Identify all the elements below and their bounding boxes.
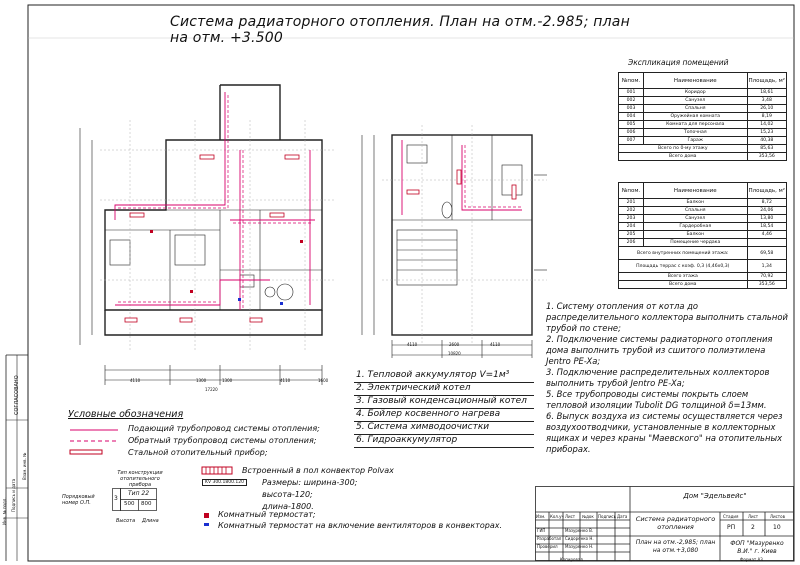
dim-plan1-e: 1600 <box>318 378 329 383</box>
stamp-col-date: Дата <box>617 514 628 519</box>
stamp-sheet-title: План на отм.-2,985; план на отм.+3,080 <box>635 539 716 554</box>
stamp-copy: Копировал <box>560 557 583 562</box>
device-number-label: Порядковый номер О.П. <box>62 494 95 506</box>
side-label-replace: Взам. инв. № <box>22 452 27 480</box>
device-num-value: 3 <box>114 495 118 502</box>
stamp-project: Дом "Эдельвейс" <box>683 492 747 500</box>
note-6: 6. Выпуск воздуха из системы осуществляется через воздухоотводчики, установленные в коллекторных ящиках и через краны "Маевского" на отопительных приборах. <box>546 411 783 454</box>
note-5: 5. Все трубопроводы системы покрыть слоем тепловой изоляции Tubolit DG толщиной δ=13мм. <box>546 389 767 410</box>
equipment-item: 6. Гидроаккумулятор <box>354 435 534 448</box>
note-2: 2. Подключение системы радиаторного отопления дома выполнить трубой из сшитого полиэтилена Jentro PE-Xa; <box>546 334 773 366</box>
note-1: 1. Систему отопления от котла до распределительного коллектора выполнить стальной трубой по стене; <box>546 301 788 333</box>
dim-plan2-b: 2600 <box>449 342 460 347</box>
explication-title: Экспликация помещений <box>628 58 729 67</box>
dim-plan2-c: 4110 <box>490 342 501 347</box>
side-label-inv: Инв. № подл. <box>2 497 7 525</box>
legend-radiator: Стальной отопительный прибор; <box>128 448 268 457</box>
stamp-name-3: Мазуренко Н. <box>565 544 594 549</box>
stamp-col-doc: №док <box>582 514 594 519</box>
device-height: 500 <box>124 501 135 507</box>
general-notes <box>546 301 791 455</box>
stamp-sheets: 10 <box>773 524 781 531</box>
stamp-sheet: 2 <box>751 524 755 531</box>
equipment-item: 3. Газовый конденсационный котел <box>354 396 534 409</box>
equipment-list <box>354 370 534 448</box>
convector-code: KV 300.1800.120 <box>202 479 247 486</box>
legend-return: Обратный трубопровод системы отопления; <box>128 436 317 445</box>
convector-label: Встроенный в пол конвектор Polvax <box>242 466 394 475</box>
col-area: Площадь, м² <box>747 73 786 89</box>
dim-plan1-d: 4110 <box>280 378 291 383</box>
equipment-item: 5. Система химводоочистки <box>354 422 534 435</box>
stamp-stage: РП <box>727 524 736 531</box>
stamp-format: Формат А3 <box>740 557 763 562</box>
stamp-col-izm: Изм. <box>536 514 546 519</box>
device-height-label: Высота <box>116 518 136 524</box>
stamp-sheets-label: Листов <box>770 514 785 519</box>
stamp-role-dev: Разработал <box>537 536 562 541</box>
convector-dim-1: Размеры: ширина-300; <box>262 478 358 487</box>
dim-plan1-a: 4110 <box>130 378 141 383</box>
convector-dim-2: высота-120; <box>262 490 313 499</box>
device-type: Тип 22 <box>128 490 150 497</box>
equipment-item: 1. Тепловой аккумулятор V=1м³ <box>354 370 534 383</box>
dim-plan2-total: 10820 <box>448 351 461 356</box>
stamp-stage-label: Стадия <box>723 514 739 519</box>
col-num: №пом. <box>619 73 644 89</box>
page-title: Система радиаторного отопления. План на отм.-2.985; план на отм. +3.500 <box>170 14 630 46</box>
note-3: 3. Подключение распределительных коллекторов выполнить трубой Jentro PE-Xa; <box>546 367 770 388</box>
col-name: Наименование <box>644 73 748 89</box>
thermostat-convector-label: Комнатный термостат на включение вентиляторов в конвекторах. <box>218 521 502 530</box>
explication-table-floor2: №пом. Наименование Площадь, м² 201 Балкон 8,72 202 Спальня 24,06 203 Санузел 13,80 204 Гардеробная 18,54 205 Балкон 4,46 206 Помещение чердака Всего внутренних помещений этажа: 69,58 Площадь террас с коэф. 0,3 (4,46x0,3) 1,34 Всего этажа 70,92 Всего дома 353,56 <box>618 182 787 289</box>
stamp-sheet-label: Лист <box>748 514 759 519</box>
dim-plan2-a: 4110 <box>407 342 418 347</box>
floor-plan-upper <box>352 120 552 360</box>
stamp-name-2: Сидоренко Н. <box>565 536 594 541</box>
side-label-sign: Подпись и дата <box>11 478 16 512</box>
dim-plan1-c: 1300 <box>222 378 233 383</box>
stamp-name-1: Мазуренко В. <box>565 528 594 533</box>
stamp-org: ФОП "Мазуренко В.И." г. Киев <box>730 540 784 555</box>
equipment-item: 2. Электрический котел <box>354 383 534 396</box>
device-length: 800 <box>141 501 152 507</box>
stamp-role-gip: ГИП <box>537 528 546 533</box>
device-length-label: Длина <box>142 518 159 524</box>
convector-dim-3: длина-1800. <box>262 502 314 511</box>
floor-plan-lower <box>70 80 345 390</box>
dim-plan1-total: 17220 <box>205 387 218 392</box>
stamp-col-kol: Кол.уч <box>550 514 564 519</box>
stamp-system: Система радиаторного отопления <box>635 515 716 531</box>
dim-plan1-b: 1300 <box>196 378 207 383</box>
thermostat-label: Комнатный термостат; <box>218 510 316 519</box>
explication-table-floor1: №пом. Наименование Площадь, м² 001 Коридор 18,61 002 Санузел 3,48 003 Спальня 26,10 004 Оружейная комната 8,19 005 Комната для персонала 14,02 006 Топочная 15,23 007 Гараж 40,38 Всего по 0-му этажу 85,63 Всего дома 353,56 <box>618 72 787 161</box>
legend-supply: Подающий трубопровод системы отопления; <box>128 424 320 433</box>
legend-title: Условные обозначения <box>68 409 184 420</box>
legend-symbols <box>68 425 128 461</box>
equipment-item: 4. Бойлер косвенного нагрева <box>354 409 534 422</box>
agreed-label: СОГЛАСОВАНО <box>14 375 20 415</box>
stamp-col-sign: Подпись <box>598 514 616 519</box>
stamp-col-list: Лист <box>565 514 576 519</box>
stamp-role-check: Проверил <box>537 544 558 549</box>
device-caption: Тип конструкции отопительного прибора <box>117 470 163 488</box>
